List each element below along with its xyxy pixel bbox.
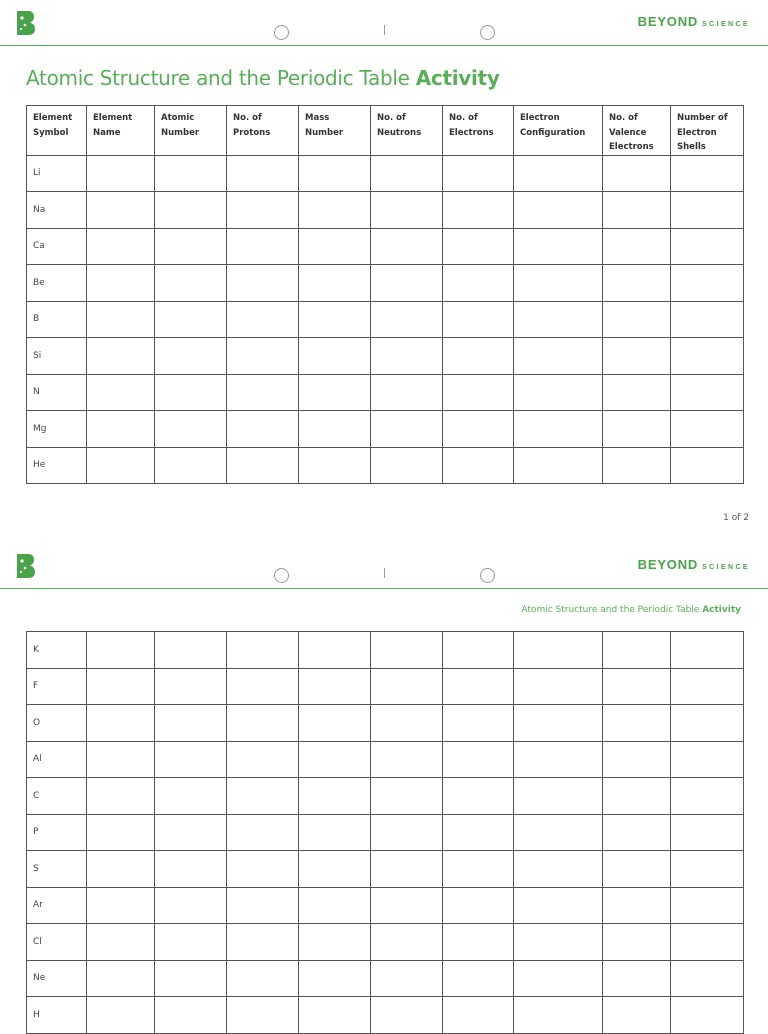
table-row <box>27 668 744 705</box>
brand-name: BEYOND <box>637 557 699 572</box>
answer-cell[interactable] <box>514 887 603 924</box>
answer-cell[interactable] <box>155 228 227 265</box>
center-mark <box>384 25 385 35</box>
page-title <box>26 66 500 90</box>
table-row <box>27 778 744 815</box>
answer-cell[interactable] <box>299 778 371 815</box>
answer-cell[interactable] <box>443 192 514 229</box>
answer-cell[interactable] <box>603 155 671 192</box>
answer-cell[interactable] <box>299 887 371 924</box>
answer-cell[interactable] <box>371 265 443 302</box>
answer-cell[interactable] <box>155 778 227 815</box>
answer-cell[interactable] <box>443 265 514 302</box>
answer-cell[interactable] <box>443 338 514 375</box>
answer-cell[interactable] <box>603 265 671 302</box>
answer-cell[interactable] <box>227 851 299 888</box>
column-header-line: Electron <box>677 127 717 138</box>
answer-cell[interactable] <box>371 887 443 924</box>
answer-cell[interactable] <box>603 447 671 484</box>
column-header <box>27 106 87 156</box>
table-row <box>27 411 744 448</box>
answer-cell[interactable] <box>87 155 155 192</box>
answer-cell[interactable] <box>87 338 155 375</box>
answer-cell[interactable] <box>371 851 443 888</box>
answer-cell[interactable] <box>603 632 671 669</box>
running-title <box>521 605 741 615</box>
answer-cell[interactable] <box>514 705 603 742</box>
answer-cell[interactable] <box>155 668 227 705</box>
column-header <box>299 106 371 156</box>
answer-cell[interactable] <box>155 192 227 229</box>
answer-cell[interactable] <box>671 301 744 338</box>
answer-cell[interactable] <box>603 668 671 705</box>
answer-cell[interactable] <box>299 632 371 669</box>
brand-wordmark <box>638 13 750 31</box>
answer-cell[interactable] <box>155 997 227 1034</box>
answer-cell[interactable] <box>87 632 155 669</box>
answer-cell[interactable] <box>671 705 744 742</box>
answer-cell[interactable] <box>671 887 744 924</box>
column-header-line: Electrons <box>609 142 654 152</box>
answer-cell[interactable] <box>514 741 603 778</box>
answer-cell[interactable] <box>671 228 744 265</box>
answer-cell[interactable] <box>603 705 671 742</box>
answer-cell[interactable] <box>671 447 744 484</box>
table-row <box>27 447 744 484</box>
column-header <box>155 106 227 156</box>
answer-cell[interactable] <box>299 301 371 338</box>
answer-cell[interactable] <box>514 960 603 997</box>
answer-cell[interactable] <box>371 338 443 375</box>
answer-cell[interactable] <box>514 301 603 338</box>
answer-cell[interactable] <box>371 447 443 484</box>
title-bold: Activity <box>702 605 741 615</box>
table-row <box>27 338 744 375</box>
answer-cell[interactable] <box>155 374 227 411</box>
answer-cell[interactable] <box>443 960 514 997</box>
column-header-line: No. of <box>609 113 638 123</box>
column-header-line: Atomic <box>161 113 195 123</box>
element-symbol-cell: H <box>27 997 87 1034</box>
table-row <box>27 705 744 742</box>
punch-hole-icon <box>480 568 495 583</box>
worksheet-table-2 <box>26 631 744 1034</box>
answer-cell[interactable] <box>443 668 514 705</box>
answer-cell[interactable] <box>514 851 603 888</box>
answer-cell[interactable] <box>299 374 371 411</box>
answer-cell[interactable] <box>671 851 744 888</box>
answer-cell[interactable] <box>671 924 744 961</box>
answer-cell[interactable] <box>603 374 671 411</box>
answer-cell[interactable] <box>514 668 603 705</box>
answer-cell[interactable] <box>299 668 371 705</box>
answer-cell[interactable] <box>155 265 227 302</box>
column-header-line: Mass <box>305 113 330 123</box>
element-symbol-cell: B <box>27 301 87 338</box>
answer-cell[interactable] <box>443 411 514 448</box>
page-header-2 <box>0 543 768 589</box>
answer-cell[interactable] <box>603 778 671 815</box>
column-header <box>443 106 514 156</box>
column-header-line: Valence <box>609 127 647 138</box>
column-header-line: Number of <box>677 113 728 123</box>
answer-cell[interactable] <box>603 997 671 1034</box>
answer-cell[interactable] <box>443 814 514 851</box>
answer-cell[interactable] <box>299 741 371 778</box>
answer-cell[interactable] <box>87 228 155 265</box>
column-header <box>371 106 443 156</box>
column-header-line: Symbol <box>33 127 69 138</box>
answer-cell[interactable] <box>227 668 299 705</box>
answer-cell[interactable] <box>155 338 227 375</box>
answer-cell[interactable] <box>299 705 371 742</box>
table-row <box>27 997 744 1034</box>
answer-cell[interactable] <box>443 887 514 924</box>
answer-cell[interactable] <box>371 668 443 705</box>
answer-cell[interactable] <box>299 447 371 484</box>
answer-cell[interactable] <box>87 411 155 448</box>
answer-cell[interactable] <box>299 155 371 192</box>
answer-cell[interactable] <box>155 705 227 742</box>
header-rule <box>0 45 768 46</box>
answer-cell[interactable] <box>603 411 671 448</box>
answer-cell[interactable] <box>155 447 227 484</box>
table-row <box>27 265 744 302</box>
element-symbol-cell: O <box>27 705 87 742</box>
answer-cell[interactable] <box>87 887 155 924</box>
answer-cell[interactable] <box>603 814 671 851</box>
answer-cell[interactable] <box>671 632 744 669</box>
column-header <box>671 106 744 156</box>
answer-cell[interactable] <box>227 411 299 448</box>
answer-cell[interactable] <box>671 741 744 778</box>
answer-cell[interactable] <box>87 705 155 742</box>
answer-cell[interactable] <box>155 411 227 448</box>
title-regular: Atomic Structure and the Periodic Table <box>26 66 416 90</box>
answer-cell[interactable] <box>671 960 744 997</box>
column-header-line: Protons <box>233 127 271 138</box>
answer-cell[interactable] <box>371 228 443 265</box>
element-symbol-cell: He <box>27 447 87 484</box>
answer-cell[interactable] <box>155 741 227 778</box>
element-symbol-cell: Ar <box>27 887 87 924</box>
answer-cell[interactable] <box>299 924 371 961</box>
answer-cell[interactable] <box>299 960 371 997</box>
element-symbol-cell: K <box>27 632 87 669</box>
answer-cell[interactable] <box>514 228 603 265</box>
answer-cell[interactable] <box>514 924 603 961</box>
answer-cell[interactable] <box>87 960 155 997</box>
answer-cell[interactable] <box>671 374 744 411</box>
table-row <box>27 155 744 192</box>
answer-cell[interactable] <box>443 997 514 1034</box>
answer-cell[interactable] <box>227 265 299 302</box>
answer-cell[interactable] <box>227 228 299 265</box>
answer-cell[interactable] <box>671 668 744 705</box>
answer-cell[interactable] <box>371 924 443 961</box>
table-row <box>27 301 744 338</box>
answer-cell[interactable] <box>514 192 603 229</box>
brand-sub: SCIENCE <box>702 564 750 571</box>
table-row <box>27 632 744 669</box>
punch-hole-icon <box>274 568 289 583</box>
answer-cell[interactable] <box>443 705 514 742</box>
answer-cell[interactable] <box>671 338 744 375</box>
column-header-line: Electron <box>520 113 560 123</box>
answer-cell[interactable] <box>155 924 227 961</box>
answer-cell[interactable] <box>87 668 155 705</box>
answer-cell[interactable] <box>371 997 443 1034</box>
element-symbol-cell: Be <box>27 265 87 302</box>
answer-cell[interactable] <box>514 447 603 484</box>
column-header <box>87 106 155 156</box>
answer-cell[interactable] <box>603 887 671 924</box>
answer-cell[interactable] <box>299 265 371 302</box>
answer-cell[interactable] <box>87 265 155 302</box>
answer-cell[interactable] <box>371 814 443 851</box>
answer-cell[interactable] <box>671 997 744 1034</box>
element-symbol-cell: N <box>27 374 87 411</box>
answer-cell[interactable] <box>514 632 603 669</box>
table-row <box>27 192 744 229</box>
column-header-line: Element <box>93 113 133 123</box>
answer-cell[interactable] <box>155 851 227 888</box>
answer-cell[interactable] <box>155 155 227 192</box>
answer-cell[interactable] <box>671 411 744 448</box>
answer-cell[interactable] <box>443 851 514 888</box>
answer-cell[interactable] <box>371 192 443 229</box>
answer-cell[interactable] <box>671 814 744 851</box>
answer-cell[interactable] <box>299 814 371 851</box>
column-header-line: Shells <box>677 142 706 152</box>
answer-cell[interactable] <box>514 155 603 192</box>
answer-cell[interactable] <box>603 924 671 961</box>
answer-cell[interactable] <box>227 741 299 778</box>
answer-cell[interactable] <box>227 632 299 669</box>
answer-cell[interactable] <box>671 155 744 192</box>
table-row <box>27 851 744 888</box>
table-row <box>27 960 744 997</box>
answer-cell[interactable] <box>371 155 443 192</box>
answer-cell[interactable] <box>155 960 227 997</box>
answer-cell[interactable] <box>155 632 227 669</box>
column-header-line: No. of <box>449 113 478 123</box>
answer-cell[interactable] <box>87 814 155 851</box>
answer-cell[interactable] <box>227 887 299 924</box>
answer-cell[interactable] <box>87 924 155 961</box>
answer-cell[interactable] <box>155 887 227 924</box>
answer-cell[interactable] <box>671 778 744 815</box>
answer-cell[interactable] <box>514 997 603 1034</box>
page-header-1 <box>0 0 768 46</box>
answer-cell[interactable] <box>87 741 155 778</box>
page-number: 1 of 2 <box>723 513 749 523</box>
answer-cell[interactable] <box>227 447 299 484</box>
answer-cell[interactable] <box>603 338 671 375</box>
center-mark <box>384 568 385 578</box>
answer-cell[interactable] <box>87 447 155 484</box>
table-row <box>27 814 744 851</box>
answer-cell[interactable] <box>603 741 671 778</box>
answer-cell[interactable] <box>227 301 299 338</box>
answer-cell[interactable] <box>87 374 155 411</box>
element-symbol-cell: Al <box>27 741 87 778</box>
answer-cell[interactable] <box>443 228 514 265</box>
element-symbol-cell: P <box>27 814 87 851</box>
answer-cell[interactable] <box>671 192 744 229</box>
column-header <box>514 106 603 156</box>
answer-cell[interactable] <box>603 228 671 265</box>
answer-cell[interactable] <box>227 924 299 961</box>
answer-cell[interactable] <box>299 997 371 1034</box>
answer-cell[interactable] <box>227 960 299 997</box>
answer-cell[interactable] <box>371 411 443 448</box>
table-row <box>27 228 744 265</box>
answer-cell[interactable] <box>299 192 371 229</box>
beyond-logo-icon <box>14 10 36 36</box>
answer-cell[interactable] <box>227 155 299 192</box>
answer-cell[interactable] <box>443 632 514 669</box>
answer-cell[interactable] <box>514 338 603 375</box>
title-regular: Atomic Structure and the Periodic Table <box>521 605 703 615</box>
punch-hole-icon <box>274 25 289 40</box>
table-row <box>27 924 744 961</box>
answer-cell[interactable] <box>371 301 443 338</box>
element-symbol-cell: C <box>27 778 87 815</box>
column-header-line: Configuration <box>520 127 586 138</box>
answer-cell[interactable] <box>514 411 603 448</box>
column-header-line: Element <box>33 113 73 123</box>
element-symbol-cell: Si <box>27 338 87 375</box>
answer-cell[interactable] <box>227 814 299 851</box>
answer-cell[interactable] <box>155 301 227 338</box>
brand-sub: SCIENCE <box>702 21 750 28</box>
column-header-line: Number <box>161 127 200 138</box>
element-symbol-cell: Ne <box>27 960 87 997</box>
element-symbol-cell: Cl <box>27 924 87 961</box>
worksheet-table-1 <box>26 105 744 484</box>
answer-cell[interactable] <box>227 338 299 375</box>
answer-cell[interactable] <box>371 705 443 742</box>
answer-cell[interactable] <box>443 924 514 961</box>
answer-cell[interactable] <box>514 778 603 815</box>
answer-cell[interactable] <box>514 374 603 411</box>
answer-cell[interactable] <box>227 705 299 742</box>
answer-cell[interactable] <box>443 155 514 192</box>
answer-cell[interactable] <box>299 338 371 375</box>
answer-cell[interactable] <box>299 228 371 265</box>
answer-cell[interactable] <box>443 301 514 338</box>
answer-cell[interactable] <box>443 374 514 411</box>
column-header-line: Neutrons <box>377 127 422 138</box>
element-symbol-cell: Li <box>27 155 87 192</box>
element-symbol-cell: Ca <box>27 228 87 265</box>
table-row <box>27 887 744 924</box>
punch-hole-icon <box>480 25 495 40</box>
element-symbol-cell: Na <box>27 192 87 229</box>
title-bold: Activity <box>415 66 500 90</box>
answer-cell[interactable] <box>299 411 371 448</box>
brand-wordmark <box>638 556 750 574</box>
answer-cell[interactable] <box>155 814 227 851</box>
answer-cell[interactable] <box>603 192 671 229</box>
answer-cell[interactable] <box>371 960 443 997</box>
table-header-row <box>27 106 744 156</box>
element-symbol-cell: F <box>27 668 87 705</box>
answer-cell[interactable] <box>227 192 299 229</box>
answer-cell[interactable] <box>87 778 155 815</box>
answer-cell[interactable] <box>227 374 299 411</box>
answer-cell[interactable] <box>227 778 299 815</box>
element-symbol-cell: S <box>27 851 87 888</box>
answer-cell[interactable] <box>671 265 744 302</box>
answer-cell[interactable] <box>371 778 443 815</box>
element-symbol-cell: Mg <box>27 411 87 448</box>
answer-cell[interactable] <box>371 374 443 411</box>
answer-cell[interactable] <box>603 851 671 888</box>
column-header <box>603 106 671 156</box>
beyond-logo-icon <box>14 553 36 579</box>
header-rule <box>0 588 768 589</box>
answer-cell[interactable] <box>299 851 371 888</box>
table-row <box>27 374 744 411</box>
column-header-line: Electrons <box>449 127 494 138</box>
answer-cell[interactable] <box>371 632 443 669</box>
answer-cell[interactable] <box>443 778 514 815</box>
column-header-line: No. of <box>377 113 406 123</box>
answer-cell[interactable] <box>514 265 603 302</box>
brand-name: BEYOND <box>637 14 699 29</box>
answer-cell[interactable] <box>603 301 671 338</box>
answer-cell[interactable] <box>443 447 514 484</box>
answer-cell[interactable] <box>87 192 155 229</box>
column-header-line: No. of <box>233 113 262 123</box>
answer-cell[interactable] <box>371 741 443 778</box>
answer-cell[interactable] <box>87 301 155 338</box>
answer-cell[interactable] <box>443 741 514 778</box>
column-header-line: Name <box>93 127 121 138</box>
column-header <box>227 106 299 156</box>
answer-cell[interactable] <box>603 960 671 997</box>
answer-cell[interactable] <box>227 997 299 1034</box>
answer-cell[interactable] <box>514 814 603 851</box>
answer-cell[interactable] <box>87 851 155 888</box>
column-header-line: Number <box>305 127 344 138</box>
answer-cell[interactable] <box>87 997 155 1034</box>
table-row <box>27 741 744 778</box>
